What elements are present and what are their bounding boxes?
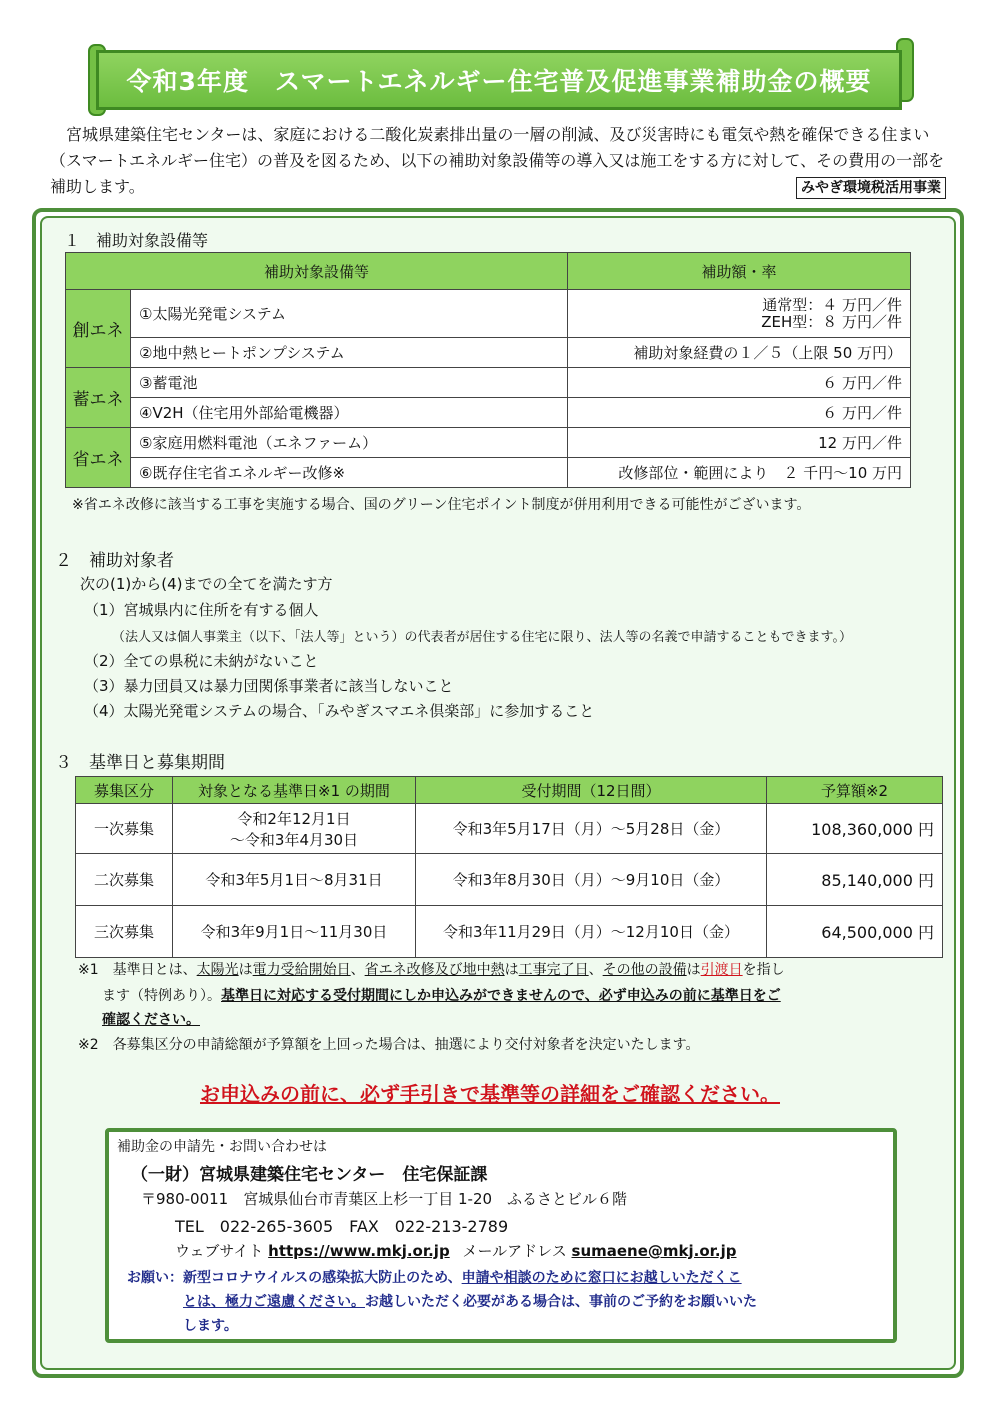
fn-text: 太陽光 (196, 962, 239, 978)
col-header-amount: 補助額・率 (568, 253, 911, 290)
amount-cell: 12 万円／件 (568, 428, 911, 458)
col-header-reception: 受付期間（12日間） (416, 777, 767, 804)
title-banner (88, 38, 914, 120)
period-cell (173, 804, 416, 854)
fn-text: を指し (742, 962, 785, 978)
round-cell: 一次募集 (76, 804, 173, 854)
table-row (76, 804, 943, 854)
website-link[interactable]: https://www.mkj.or.jp (268, 1242, 450, 1260)
table-row (66, 290, 911, 338)
table-row (76, 854, 943, 906)
schedule-table (75, 776, 943, 958)
table-header-row (66, 253, 911, 290)
contact-org: （一財）宮城県建築住宅センター 住宅保証課 (131, 1165, 488, 1185)
fn-text: 確認ください。 (102, 1012, 200, 1028)
table-row (66, 368, 911, 398)
reception-cell: 令和3年11月29日（月）～12月10日（金） (416, 906, 767, 958)
fn-text: 省エネ改修及び地中熱 (364, 962, 505, 978)
amount-line: ZEH型：８ 万円／件 (761, 312, 902, 331)
item-cell: ⑤家庭用燃料電池（エネファーム） (131, 428, 568, 458)
amount-cell: ６ 万円／件 (568, 398, 911, 428)
eligibility-item: （4）太陽光発電システムの場合、「みやぎスマエネ倶楽部」に参加すること (84, 702, 595, 720)
item-cell: ③蓄電池 (131, 368, 568, 398)
web-label: ウェブサイト (175, 1242, 264, 1260)
reception-cell: 令和3年8月30日（月）～9月10日（金） (416, 854, 767, 906)
contact-web-row (175, 1240, 737, 1261)
eligibility-item: （1）宮城県内に住所を有する個人 (84, 601, 319, 619)
fn-text: は (686, 962, 701, 978)
table-row (76, 906, 943, 958)
col-header-equipment: 補助対象設備等 (66, 253, 568, 290)
amount-cell: ６ 万円／件 (568, 368, 911, 398)
footnote-1-line3 (102, 1008, 200, 1032)
footnote-1-line2 (102, 984, 781, 1008)
period-line: ～令和3年4月30日 (229, 830, 359, 849)
round-cell: 三次募集 (76, 906, 173, 958)
period-cell: 令和3年5月1日～8月31日 (173, 854, 416, 906)
period-cell: 令和3年9月1日～11月30日 (173, 906, 416, 958)
eligibility-item: （2）全ての県税に未納がないこと (84, 652, 319, 670)
contact-lead: 補助金の申請先・お問い合わせは (117, 1139, 327, 1155)
amount-cell: 改修部位・範囲により ２ 千円～10 万円 (568, 458, 911, 488)
reception-cell: 令和3年5月17日（月）～5月28日（金） (416, 804, 767, 854)
col-header-period: 対象となる基準日※1 の期間 (173, 777, 416, 804)
table-header-row (76, 777, 943, 804)
request-label: お願い： (127, 1270, 183, 1286)
fn-text: 引渡日 (700, 962, 743, 978)
table-row (66, 398, 911, 428)
section1-note: ※省エネ改修に該当する工事を実施する場合、国のグリーン住宅ポイント制度が併用利用できる可能性がございます。 (72, 497, 811, 513)
intro-text: 宮城県建築住宅センターは、家庭における二酸化炭素排出量の一層の削減、及び災害時にも電気や熱を確保できる住まい（スマートエネルギー住宅）の普及を図るため、以下の補助対象設備等の導入又は施工をする方に対して、その費用の一部を補助します。 (50, 125, 945, 196)
request-text: 新型コロナウイルスの感染拡大防止のため、 (183, 1270, 462, 1286)
request-line2 (183, 1290, 757, 1314)
program-tag: みやぎ環境税活用事業 (796, 177, 946, 199)
contact-box (105, 1128, 897, 1343)
section3-heading: ３ 基準日と募集期間 (55, 753, 225, 773)
table-row (66, 428, 911, 458)
eligibility-item: （3）暴力団員又は暴力団関係事業者に該当しないこと (84, 677, 454, 695)
equipment-table (65, 252, 911, 488)
item-cell: ⑥既存住宅省エネルギー改修※ (131, 458, 568, 488)
item-cell: ①太陽光発電システム (131, 290, 568, 338)
email-link[interactable]: sumaene@mkj.or.jp (571, 1242, 737, 1260)
budget-cell: 85,140,000 円 (767, 854, 943, 906)
category-cell: 省エネ (66, 428, 131, 488)
table-row (66, 338, 911, 368)
contact-tel-fax: TEL 022-265-3605 FAX 022-213-2789 (175, 1217, 509, 1236)
amount-cell (568, 290, 911, 338)
item-cell: ②地中熱ヒートポンプシステム (131, 338, 568, 368)
fn-text: 電力受給開始日 (252, 962, 351, 978)
category-cell: 蓄エネ (66, 368, 131, 428)
col-header-round: 募集区分 (76, 777, 173, 804)
section1-heading: １ 補助対象設備等 (64, 231, 209, 250)
warning-text: お申込みの前に、必ず手引きで基準等の詳細をご確認ください。 (200, 1082, 780, 1106)
amount-cell: 補助対象経費の１／５（上限 50 万円） (568, 338, 911, 368)
section2-lead: 次の(1)から(4)までの全てを満たす方 (80, 575, 333, 593)
fn-text: 、 (588, 962, 603, 978)
fn-text: 工事完了日 (518, 962, 589, 978)
table-row (66, 458, 911, 488)
fn-text: 基準日に対応する受付期間にしか申込みができませんので、必ず申込みの前に基準日をご (221, 988, 781, 1004)
footnote-2: ※2 各募集区分の申請総額が予算額を上回った場合は、抽選により交付対象者を決定いたします。 (78, 1037, 700, 1053)
request-line3: します。 (183, 1318, 238, 1334)
round-cell: 二次募集 (76, 854, 173, 906)
fn-text: は (504, 962, 519, 978)
footnote-1-line1 (78, 958, 785, 982)
request-text: お越しいただく必要がある場合は、事前のご予約をお願いいた (365, 1294, 757, 1310)
amount-line: 通常型：４ 万円／件 (762, 295, 902, 314)
fn-text: その他の設備 (602, 962, 687, 978)
eligibility-subnote: （法人又は個人事業主（以下、「法人等」という）の代表者が居住する住宅に限り、法人等の名義で申請することもできます。） (112, 630, 852, 645)
fn-text: は (238, 962, 253, 978)
title-box (96, 50, 902, 110)
budget-cell: 108,360,000 円 (767, 804, 943, 854)
period-line: 令和2年12月1日 (237, 809, 351, 828)
col-header-budget: 予算額※2 (767, 777, 943, 804)
item-cell: ④V2H（住宅用外部給電機器） (131, 398, 568, 428)
section2-heading: ２ 補助対象者 (55, 551, 174, 571)
budget-cell: 64,500,000 円 (767, 906, 943, 958)
request-line1 (127, 1266, 742, 1290)
page-title: 令和3年度 スマートエネルギー住宅普及促進事業補助金の概要 (126, 67, 872, 96)
category-cell: 創エネ (66, 290, 131, 368)
contact-address: 〒980-0011 宮城県仙台市青葉区上杉一丁目 1-20 ふるさとビル６階 (141, 1190, 628, 1208)
mail-label: メールアドレス (462, 1242, 567, 1260)
fn-text: ます（特例あり）。 (102, 988, 221, 1004)
fn-text: 、 (350, 962, 365, 978)
request-text: とは、極力ご遠慮ください。 (183, 1294, 365, 1310)
request-text: 申請や相談のために窓口にお越しいただくこ (461, 1270, 742, 1286)
fn-text: ※1 基準日とは、 (78, 962, 197, 978)
